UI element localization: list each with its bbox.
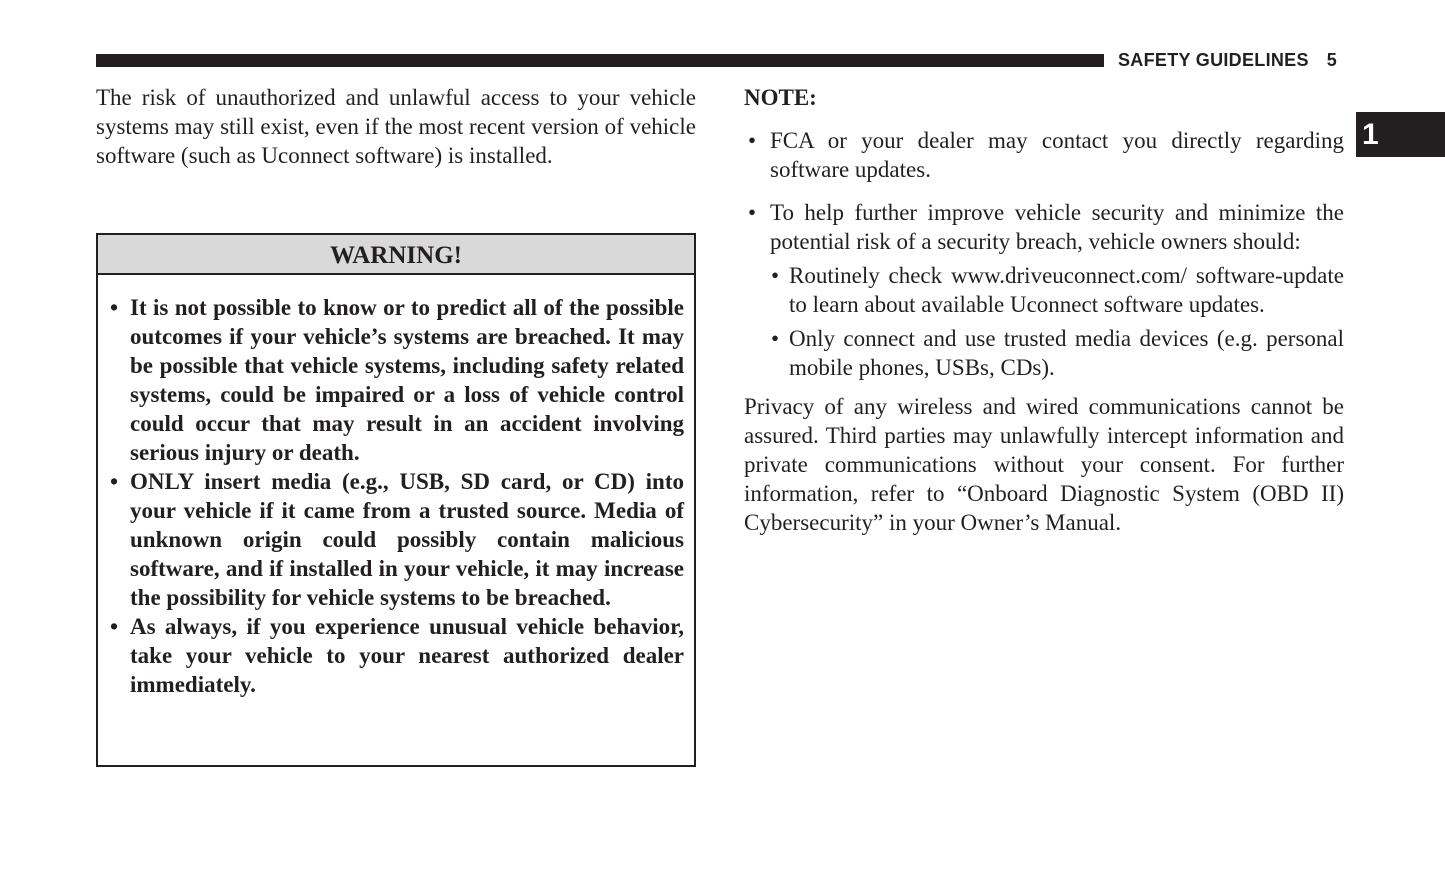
left-column bbox=[96, 83, 696, 170]
note-item bbox=[770, 126, 1344, 184]
chapter-tab: 1 bbox=[1356, 112, 1445, 157]
privacy-paragraph: Privacy of any wireless and wired communications cannot be assured. Third parties may unlawfully intercept information and private communications without your consent. For further information, refer to “Onboard Diagnostic System (OBD II) Cybersecurity” in your Owner’s Manual. bbox=[744, 394, 1344, 535]
warning-item: • It is not possible to know or to predict all of the possible outcomes if your vehicle’s systems are breached. It may be possible that vehicle systems, including safety related systems, could be impaired or a loss of vehicle control could occur that may result in an accident involving serious injury or death. bbox=[130, 293, 684, 467]
sub-list bbox=[770, 261, 1344, 382]
right-column bbox=[744, 83, 1344, 537]
intro-paragraph: The risk of unauthorized and unlawful access to your vehicle systems may still exist, even if the most recent version of vehicle software (such as Uconnect software) is installed. bbox=[96, 85, 696, 168]
sub-item: • Only connect and use trusted media devices (e.g. personal mobile phones, USBs, CDs). bbox=[789, 324, 1344, 382]
running-header bbox=[1118, 50, 1337, 71]
note-item bbox=[770, 198, 1344, 382]
warning-title: WARNING! bbox=[98, 235, 694, 275]
section-title: SAFETY GUIDELINES bbox=[1118, 50, 1309, 70]
note-label: NOTE: bbox=[744, 85, 817, 110]
note-list bbox=[744, 126, 1344, 382]
warning-list bbox=[98, 275, 694, 699]
sub-item: • Routinely check www.driveuconnect.com/ software-update to learn about available Uconnect software updates. bbox=[789, 261, 1344, 319]
note-item-text: To help further improve vehicle security and minimize the potential risk of a security breach, vehicle owners should: bbox=[770, 200, 1344, 254]
warning-item: • ONLY insert media (e.g., USB, SD card, or CD) into your vehicle if it came from a trusted source. Media of unknown origin could possibly contain malicious software, and if installed in your vehicle, it may increase the possibility for vehicle systems to be breached. bbox=[130, 467, 684, 612]
page-number: 5 bbox=[1326, 50, 1338, 70]
note-item-text: FCA or your dealer may contact you directly regarding software updates. bbox=[770, 128, 1344, 182]
warning-item: • As always, if you experience unusual vehicle behavior, take your vehicle to your nearest authorized dealer immediately. bbox=[130, 612, 684, 699]
header-rule bbox=[96, 54, 1104, 67]
warning-box bbox=[96, 233, 696, 767]
